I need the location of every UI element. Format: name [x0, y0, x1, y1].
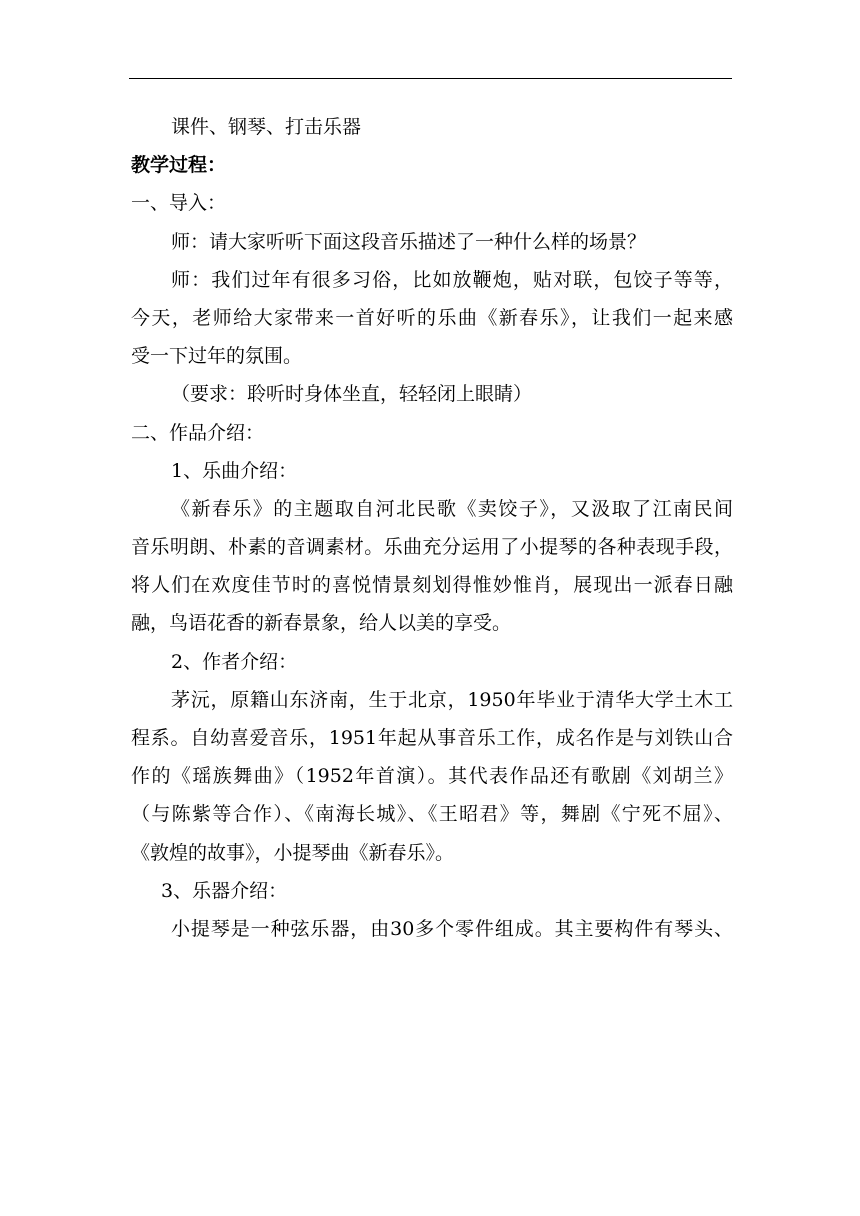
subheading-instrument-introduction: 3、乐器介绍： — [161, 879, 288, 902]
paragraph-line: （与陈紫等合作）、《南海长城》、《王昭君》等，舞剧《宁死不屈》、 — [131, 803, 733, 826]
paragraph-line: 程系。自幼喜爱音乐，1951年起从事音乐工作，成名作是与刘铁山合 — [131, 727, 733, 749]
paragraph-line: 《敦煌的故事》，小提琴曲《新春乐》。 — [131, 841, 455, 864]
paragraph-line: 融，鸟语花香的新春景象，给人以美的享受。 — [131, 612, 512, 635]
paragraph-line: 小提琴是一种弦乐器，由30多个零件组成。其主要构件有琴头、 — [171, 917, 733, 940]
paragraph-line: 师：我们过年有很多习俗，比如放鞭炮，贴对联，包饺子等等， — [171, 268, 733, 291]
subheading-author-introduction: 2、作者介绍： — [171, 650, 298, 673]
heading-introduction: 一、导入： — [131, 192, 227, 215]
paragraph-line: 今天，老师给大家带来一首好听的乐曲《新春乐》，让我们一起来感 — [131, 306, 733, 329]
heading-work-introduction: 二、作品介绍： — [131, 421, 265, 444]
subheading-music-introduction: 1、乐曲介绍： — [171, 459, 298, 482]
materials-line: 课件、钢琴、打击乐器 — [171, 116, 362, 138]
paragraph-line: 茅沅，原籍山东济南，生于北京，1950年毕业于清华大学土木工 — [171, 688, 733, 711]
paragraph-line: 受一下过年的氛围。 — [131, 345, 303, 368]
paragraph-line: 音乐明朗、朴素的音调素材。乐曲充分运用了小提琴的各种表现手段， — [131, 536, 733, 559]
paragraph-line: 师：请大家听听下面这段音乐描述了一种什么样的场景？ — [171, 230, 647, 253]
paragraph-line: 《新春乐》的主题取自河北民歌《卖饺子》，又汲取了江南民间 — [171, 497, 733, 520]
requirement-line: （要求：聆听时身体坐直，轻轻闭上眼睛） — [171, 383, 533, 406]
paragraph-line: 将人们在欢度佳节时的喜悦情景刻划得惟妙惟肖，展现出一派春日融 — [131, 574, 733, 597]
paragraph-line: 作的《瑶族舞曲》（1952年首演）。其代表作品还有歌剧《刘胡兰》 — [131, 765, 733, 788]
header-rule — [129, 78, 732, 79]
document-body — [131, 108, 733, 948]
section-heading-teaching-process: 教学过程： — [131, 154, 227, 177]
